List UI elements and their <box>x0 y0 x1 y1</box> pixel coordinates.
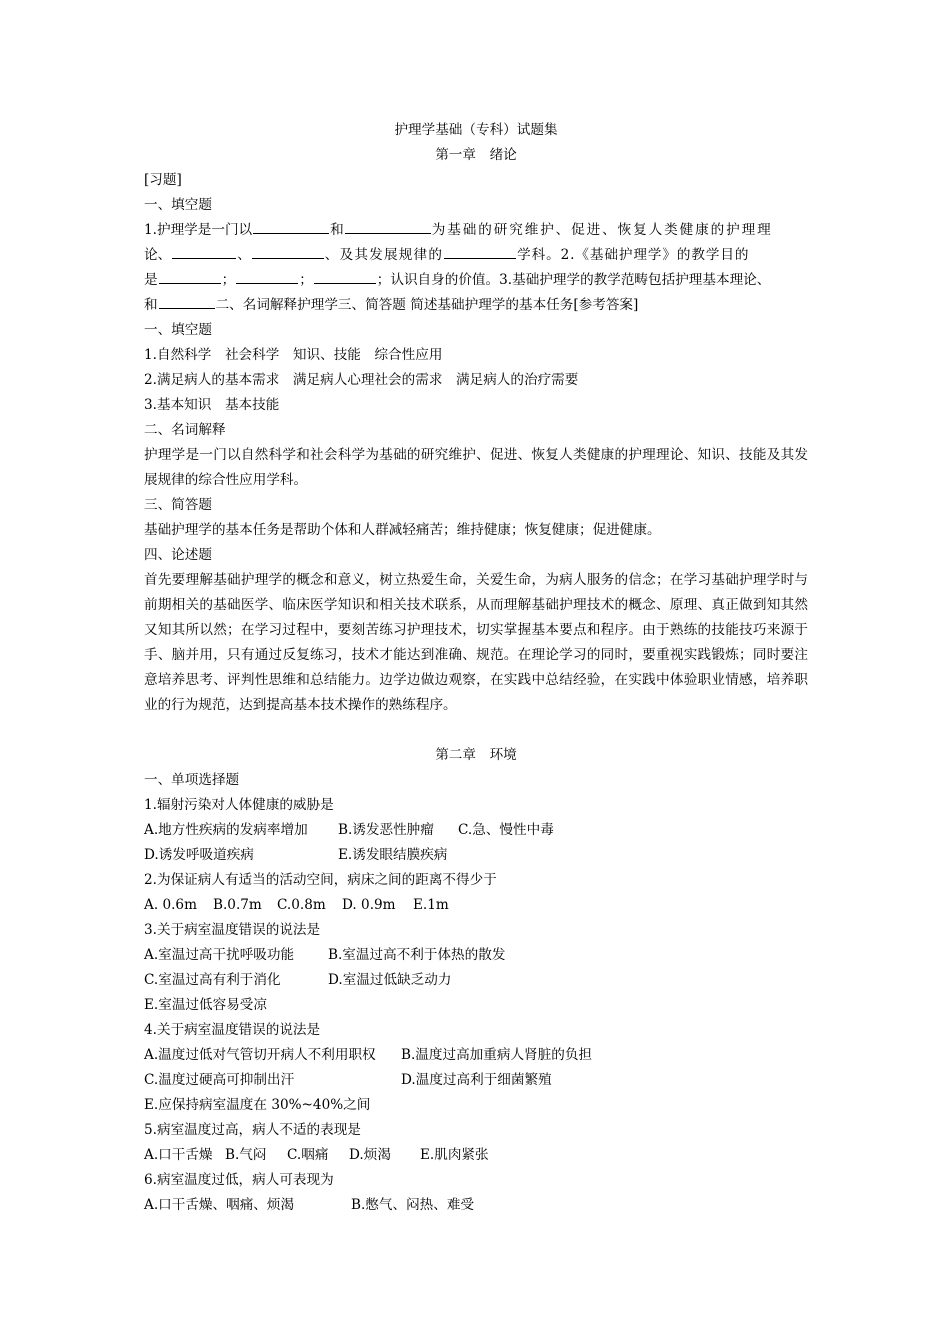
option-b: B.气闷 <box>225 1147 267 1163</box>
options-row <box>144 943 808 968</box>
answer-blank <box>159 269 221 284</box>
question-6: 6.病室温度过低，病人可表现为 <box>144 1172 334 1188</box>
question-line-4 <box>144 293 808 318</box>
term-definition: 护理学是一门以自然科学和社会科学为基础的研究维护、促进、恢复人类健康的护理理论、知识、技能及其发展规律的综合性应用学科。 <box>144 447 808 488</box>
option-c: C.室温过高有利于消化 <box>144 972 281 988</box>
text-run: ； <box>221 272 236 288</box>
exercise-label: [习题] <box>144 172 182 188</box>
text-run: 1.护理学是一门以 <box>144 222 253 238</box>
option-d: D. 0.9m <box>342 897 396 913</box>
option-e: E.应保持病室温度在 30%~40%之间 <box>144 1097 371 1113</box>
answer-fill-heading: 一、填空题 <box>144 322 212 338</box>
answer-line: 2.满足病人的基本需求 满足病人心理社会的需求 满足病人的治疗需要 <box>144 372 579 388</box>
option-e: E.肌肉紧张 <box>420 1147 489 1163</box>
options-row <box>144 1068 808 1093</box>
option-b: B.室温过高不利于体热的散发 <box>328 947 506 963</box>
options-row <box>144 843 808 868</box>
option-b: B.0.7m <box>213 897 262 913</box>
essay-answer: 首先要理解基础护理学的概念和意义，树立热爱生命，关爱生命，为病人服务的信念；在学习基础护理学时与前期相关的基础医学、临床医学知识和相关技术联系，从而理解基础护理技术的概念、原理、真正做到知其然又知其所以然；在学习过程中，要刻苦练习护理技术，切实掌握基本要点和程序。由于熟练的技能技巧来源于手、脑并用，只有通过反复练习，技术才能达到准确、规范。在理论学习的同时，要重视实践锻炼；同时要注意培养思考、评判性思维和总结能力。边学边做边观察，在实践中总结经验，在实践中体验职业情感，培养职业的行为规范，达到提高基本技术操作的熟练程序。 <box>144 572 808 713</box>
option-a: A. 0.6m <box>144 897 197 913</box>
options-row <box>144 1193 808 1218</box>
question-1: 1.辐射污染对人体健康的威胁是 <box>144 797 334 813</box>
document-page <box>144 118 808 1218</box>
text-run: 是 <box>144 272 158 288</box>
option-a: A.温度过低对气管切开病人不利用职权 <box>144 1047 376 1063</box>
chapter1-title: 第一章 绪论 <box>435 147 517 163</box>
option-a: A.口干舌燥 <box>144 1147 213 1163</box>
short-answer-heading: 三、简答题 <box>144 497 212 513</box>
options-row <box>144 968 808 993</box>
option-d: D.温度过高利于细菌繁殖 <box>401 1072 552 1088</box>
option-a: A.地方性疾病的发病率增加 <box>144 822 308 838</box>
options-row <box>144 1143 808 1168</box>
option-c: C.0.8m <box>277 897 326 913</box>
answer-blank <box>252 244 324 259</box>
answer-blank <box>172 244 236 259</box>
options-row <box>144 1043 808 1068</box>
option-c: C.急、慢性中毒 <box>458 822 554 838</box>
text-run: 学科。2.《基础护理学》的教学目的 <box>517 247 750 263</box>
essay-heading: 四、论述题 <box>144 547 212 563</box>
mc-heading: 一、单项选择题 <box>144 772 240 788</box>
text-run: 和 <box>330 222 344 238</box>
option-a: A.室温过高干扰呼吸功能 <box>144 947 295 963</box>
option-e: E.诱发眼结膜疾病 <box>338 847 448 863</box>
option-a: A.口干舌燥、咽痛、烦渴 <box>144 1197 295 1213</box>
text-run: 、 <box>237 247 251 263</box>
answer-line: 3.基本知识 基本技能 <box>144 397 280 413</box>
answer-blank <box>253 219 329 234</box>
question-line-1 <box>144 218 808 243</box>
text-run: 和 <box>144 297 158 313</box>
question-2: 2.为保证病人有适当的活动空间，病床之间的距离不得少于 <box>144 872 497 888</box>
fill-heading: 一、填空题 <box>144 197 212 213</box>
option-c: C.咽痛 <box>287 1147 329 1163</box>
text-run: 二、名词解释护理学三、简答题 简述基础护理学的基本任务[参考答案] <box>215 297 639 313</box>
option-d: D.室温过低缺乏动力 <box>328 972 452 988</box>
answer-blank <box>236 269 298 284</box>
text-run: 论、 <box>144 247 172 263</box>
option-e: E.1m <box>413 897 449 913</box>
answer-line: 1.自然科学 社会科学 知识、技能 综合性应用 <box>144 347 443 363</box>
question-line-3 <box>144 268 808 293</box>
spacer <box>144 718 808 743</box>
options-row <box>144 893 808 918</box>
answer-blank <box>159 294 215 309</box>
chapter2-title: 第二章 环境 <box>435 747 517 763</box>
answer-blank <box>314 269 376 284</box>
option-d: D.烦渴 <box>349 1147 391 1163</box>
option-e: E.室温过低容易受凉 <box>144 997 267 1013</box>
text-run: ； <box>299 272 313 288</box>
term-heading: 二、名词解释 <box>144 422 226 438</box>
text-run: 为基础的研究维护、促进、恢复人类健康的护理理 <box>431 222 773 238</box>
question-3: 3.关于病室温度错误的说法是 <box>144 922 321 938</box>
option-b: B.诱发恶性肿瘤 <box>338 822 434 838</box>
document-title: 护理学基础（专科）试题集 <box>394 122 558 138</box>
text-run: ；认识自身的价值。3.基础护理学的教学范畴包括护理基本理论、 <box>376 272 771 288</box>
answer-blank <box>444 244 516 259</box>
option-d: D.诱发呼吸道疾病 <box>144 847 254 863</box>
text-run: 、及其发展规律的 <box>324 247 444 263</box>
options-row <box>144 818 808 843</box>
option-c: C.温度过硬高可抑制出汗 <box>144 1072 295 1088</box>
question-line-2 <box>144 243 808 268</box>
answer-blank <box>345 219 431 234</box>
option-b: B.温度过高加重病人肾脏的负担 <box>401 1047 593 1063</box>
question-4: 4.关于病室温度错误的说法是 <box>144 1022 321 1038</box>
short-answer: 基础护理学的基本任务是帮助个体和人群减轻痛苦；维持健康；恢复健康；促进健康。 <box>144 522 661 538</box>
question-5: 5.病室温度过高，病人不适的表现是 <box>144 1122 361 1138</box>
option-b: B.憋气、闷热、难受 <box>351 1197 475 1213</box>
